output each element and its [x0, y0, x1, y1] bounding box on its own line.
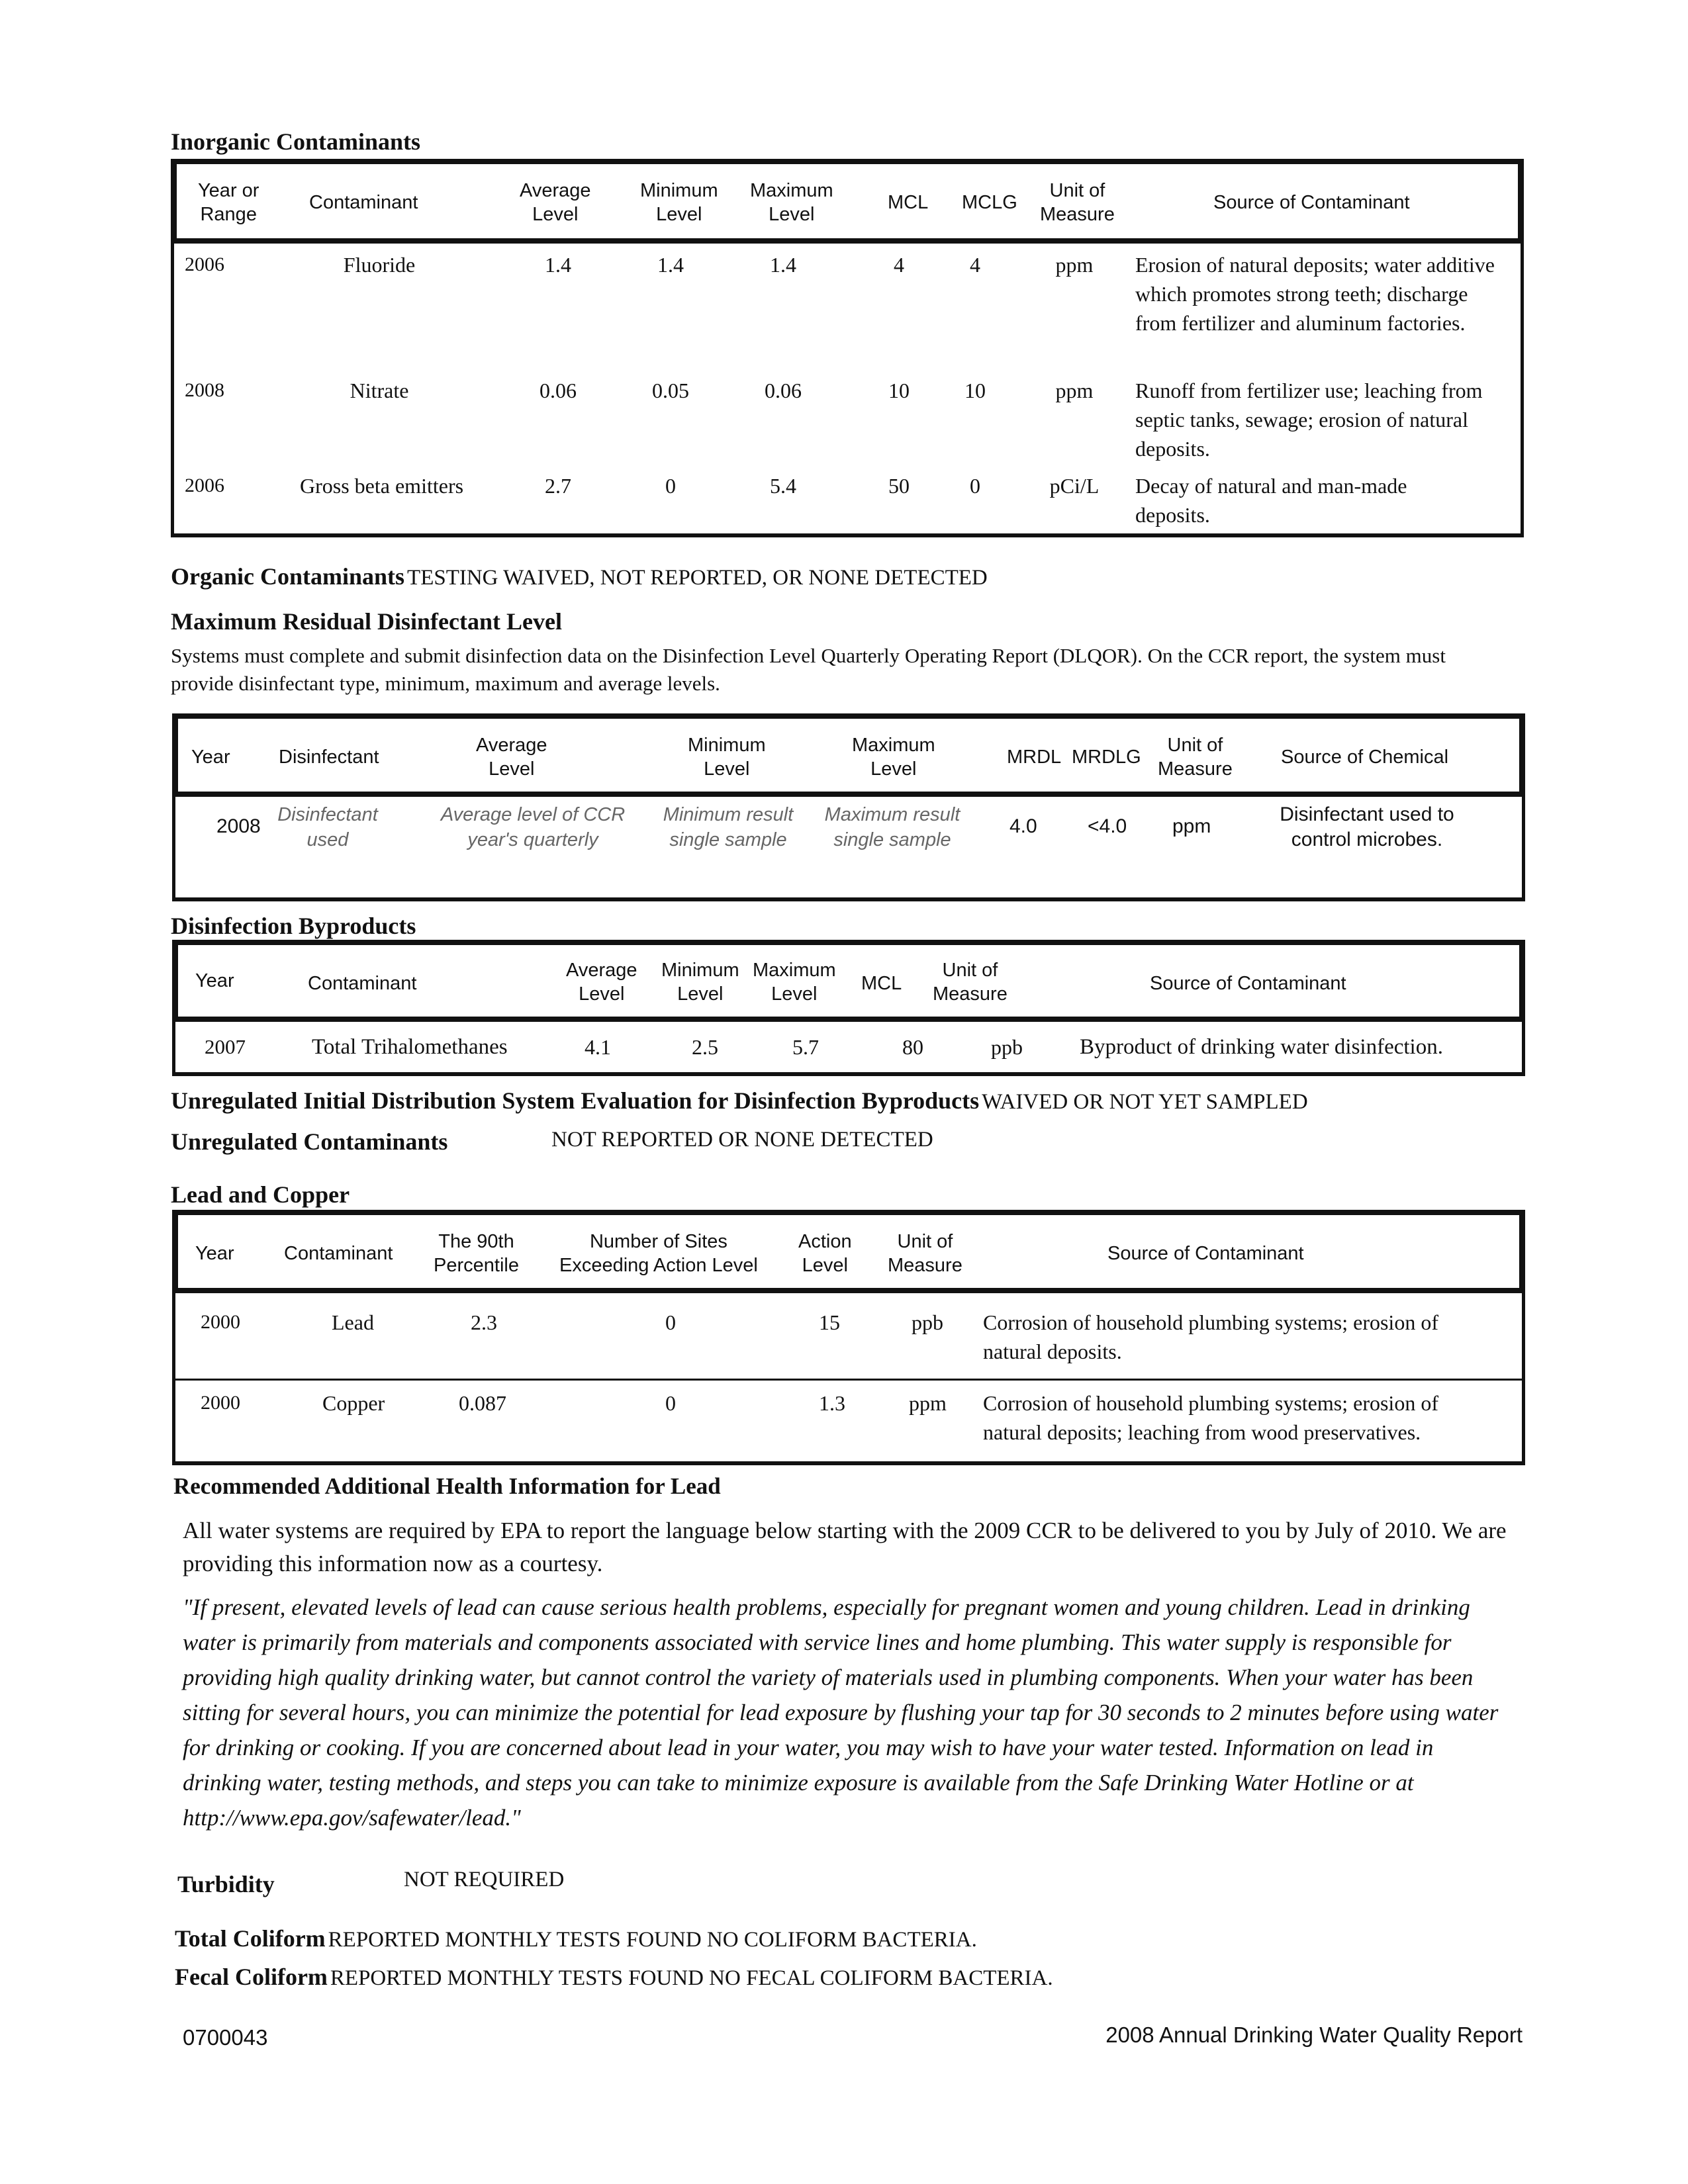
- cell-unit: ppm: [1172, 815, 1211, 837]
- cell-disinfectant: Disinfectant used: [277, 804, 378, 850]
- cell-source: Decay of natural and man-made deposits.: [1135, 474, 1407, 527]
- cell-percentile: 0.087: [459, 1391, 506, 1415]
- unregulated-title: Unregulated Contaminants: [171, 1128, 448, 1155]
- cell-year: 2000: [201, 1311, 240, 1333]
- unregulated-section: [171, 1128, 933, 1156]
- cell-maximum: 0.06: [765, 379, 802, 402]
- col-year: Year: [195, 1243, 234, 1264]
- inorganic-table-header: [171, 159, 1524, 244]
- lead-copper-table: [172, 1210, 1525, 1465]
- cell-year: 2000: [201, 1392, 240, 1414]
- byproducts-table-header: [172, 940, 1525, 1022]
- cell-average: Average level of CCR year's quarterly: [440, 804, 626, 850]
- inorganic-title: Inorganic Contaminants: [171, 128, 421, 155]
- cell-unit: ppb: [991, 1035, 1023, 1059]
- cell-year: 2008: [185, 379, 224, 401]
- cell-unit: ppb: [912, 1310, 943, 1334]
- col-year-or-range: Year or Range: [198, 180, 259, 225]
- col-contaminant: Contaminant: [308, 973, 417, 994]
- col-contaminant: Contaminant: [284, 1243, 393, 1264]
- cell-action: 1.3: [819, 1391, 845, 1415]
- lead-info-title: Recommended Additional Health Information for Lead: [173, 1473, 721, 1499]
- col-mrdlg: MRDLG: [1072, 747, 1141, 768]
- col-minimum-level: Minimum Level: [661, 960, 739, 1005]
- cell-mclg: 4: [970, 253, 980, 277]
- cell-sites: 0: [665, 1391, 676, 1415]
- cell-source: Byproduct of drinking water disinfection.: [1080, 1035, 1443, 1059]
- col-unit-of-measure: Unit of Measure: [1040, 180, 1115, 225]
- fecal-coliform-section: [175, 1963, 1053, 1991]
- cell-mclg: 0: [970, 474, 980, 498]
- cell-contaminant: Copper: [322, 1391, 385, 1415]
- cell-action: 15: [819, 1310, 840, 1334]
- fecal-coliform-status: REPORTED MONTHLY TESTS FOUND NO FECAL COLIFORM BACTERIA.: [330, 1966, 1053, 1990]
- cell-year: 2007: [205, 1035, 246, 1058]
- cell-mcl: 50: [888, 474, 910, 498]
- cell-average: 1.4: [545, 253, 571, 277]
- lead-copper-title: Lead and Copper: [171, 1181, 350, 1208]
- col-source-of-contaminant: Source of Contaminant: [1107, 1243, 1304, 1264]
- mrdl-table-header: [172, 713, 1525, 797]
- col-minimum-level: Minimum Level: [688, 735, 766, 780]
- cell-mcl: 80: [902, 1035, 923, 1059]
- inorganic-table: [171, 159, 1524, 537]
- col-unit-of-measure: Unit of Measure: [888, 1231, 962, 1276]
- cell-average: 2.7: [545, 474, 571, 498]
- col-average-level: Average Level: [520, 180, 591, 225]
- col-contaminant: Contaminant: [309, 192, 418, 213]
- cell-year: 2008: [216, 815, 261, 837]
- cell-unit: ppm: [909, 1391, 947, 1415]
- cell-unit: ppm: [1055, 253, 1094, 277]
- cell-source: Corrosion of household plumbing systems; erosion of natural deposits.: [983, 1310, 1438, 1363]
- cell-minimum: 1.4: [657, 253, 684, 277]
- cell-minimum: 0: [665, 474, 676, 498]
- cell-mclg: 10: [964, 379, 986, 402]
- col-mcl: MCL: [888, 192, 929, 213]
- total-coliform-status: REPORTED MONTHLY TESTS FOUND NO COLIFORM BACTERIA.: [328, 1928, 977, 1952]
- cell-unit: ppm: [1055, 379, 1094, 402]
- col-unit-of-measure: Unit of Measure: [1158, 735, 1233, 780]
- cell-maximum: 5.7: [792, 1035, 819, 1059]
- total-coliform-title: Total Coliform: [175, 1925, 326, 1952]
- col-minimum-level: Minimum Level: [640, 180, 718, 225]
- unregulated-ids-title: Unregulated Initial Distribution System Evaluation for Disinfection Byproducts: [171, 1087, 980, 1114]
- unregulated-ids-section: [171, 1087, 1308, 1115]
- col-unit-of-measure: Unit of Measure: [933, 960, 1008, 1005]
- mrdl-table: [172, 713, 1525, 901]
- cell-source: Corrosion of household plumbing systems; erosion of natural deposits; leaching from wood preservatives.: [983, 1391, 1438, 1444]
- organic-section: [171, 563, 988, 590]
- col-average-level: Average Level: [476, 735, 547, 780]
- col-mcl: MCL: [861, 973, 902, 994]
- row-divider: [175, 1379, 1522, 1381]
- unregulated-status: NOT REPORTED OR NONE DETECTED: [551, 1128, 933, 1152]
- lead-info-quote: "If present, elevated levels of lead can cause serious health problems, especially for pregnant women and young children. Lead in drinking water is primarily from materials and components associated with service lines and home plumbing. This water supply is responsible for providing high quality drinking water, but cannot control the variety of materials used in plumbing components. When your water has been sitting for several hours, you can minimize the potential for lead exposure by flushing your tap for 30 seconds to 2 minutes before using water for drinking or cooking. If you are concerned about lead in your water, you may wish to have your water tested. Information on lead in drinking water, testing methods, and steps you can take to minimize exposure is available from the Safe Drinking Water Hotline or at http://www.epa.gov/safewater/lead.": [183, 1594, 1499, 1831]
- cell-maximum: Maximum result single sample: [824, 804, 961, 850]
- cell-sites: 0: [665, 1310, 676, 1334]
- col-maximum-level: Maximum Level: [852, 735, 935, 780]
- cell-maximum: 1.4: [770, 253, 796, 277]
- col-action-level: Action Level: [798, 1231, 852, 1276]
- cell-contaminant: Nitrate: [350, 379, 409, 402]
- cell-mcl: 10: [888, 379, 910, 402]
- cell-mcl: 4: [894, 253, 904, 277]
- cell-contaminant: Lead: [332, 1310, 374, 1334]
- cell-mrdlg: <4.0: [1088, 815, 1127, 837]
- cell-maximum: 5.4: [770, 474, 796, 498]
- turbidity-status: NOT REQUIRED: [404, 1868, 565, 1891]
- cell-minimum: Minimum result single sample: [663, 804, 794, 850]
- mrdl-title: Maximum Residual Disinfectant Level: [171, 608, 562, 635]
- turbidity-section: [177, 1868, 565, 1898]
- lead-info-intro: All water systems are required by EPA to report the language below starting with the 2009 CCR to be delivered to you by July of 2010. We are providing this information now as a courtesy.: [183, 1518, 1507, 1576]
- col-average-level: Average Level: [566, 960, 637, 1005]
- col-source-of-contaminant: Source of Contaminant: [1213, 192, 1410, 213]
- organic-status: TESTING WAIVED, NOT REPORTED, OR NONE DETECTED: [407, 566, 988, 590]
- byproducts-title: Disinfection Byproducts: [171, 913, 416, 939]
- fecal-coliform-title: Fecal Coliform: [175, 1964, 328, 1990]
- cell-contaminant: Gross beta emitters: [300, 474, 464, 498]
- col-maximum-level: Maximum Level: [750, 180, 833, 225]
- cell-average: 4.1: [585, 1035, 611, 1059]
- col-year: Year: [195, 970, 234, 991]
- cell-mrdl: 4.0: [1009, 815, 1037, 837]
- cell-unit: pCi/L: [1049, 474, 1100, 498]
- col-mclg: MCLG: [962, 192, 1017, 213]
- cell-contaminant: Fluoride: [343, 253, 416, 277]
- footer-report-title: 2008 Annual Drinking Water Quality Report: [1105, 2023, 1523, 2047]
- lead-copper-table-header: [172, 1210, 1525, 1293]
- col-source-of-chemical: Source of Chemical: [1281, 747, 1449, 768]
- col-disinfectant: Disinfectant: [279, 747, 379, 768]
- footer-system-id: 0700043: [183, 2025, 268, 2050]
- cell-source: Disinfectant used to control microbes.: [1280, 803, 1454, 850]
- cell-percentile: 2.3: [471, 1310, 497, 1334]
- cell-minimum: 0.05: [652, 379, 689, 402]
- turbidity-title: Turbidity: [177, 1871, 275, 1897]
- col-year: Year: [191, 747, 230, 768]
- col-source-of-contaminant: Source of Contaminant: [1150, 973, 1346, 994]
- cell-year: 2006: [185, 253, 224, 275]
- cell-average: 0.06: [539, 379, 577, 402]
- cell-year: 2006: [185, 475, 224, 496]
- col-maximum-level: Maximum Level: [753, 960, 836, 1005]
- cell-minimum: 2.5: [692, 1035, 718, 1059]
- total-coliform-section: [175, 1925, 977, 1952]
- cell-source: Runoff from fertilizer use; leaching from septic tanks, sewage; erosion of natural deposits.: [1135, 379, 1483, 461]
- col-90th-percentile: The 90th Percentile: [434, 1231, 519, 1276]
- unregulated-ids-status: WAIVED OR NOT YET SAMPLED: [982, 1090, 1308, 1114]
- cell-contaminant: Total Trihalomethanes: [312, 1035, 508, 1059]
- cell-source: Erosion of natural deposits; water additive which promotes strong teeth; discharge from fertilizer and aluminum factories.: [1135, 253, 1495, 335]
- organic-title: Organic Contaminants: [171, 563, 405, 590]
- col-mrdl: MRDL: [1007, 747, 1062, 768]
- col-sites-exceeding: Number of Sites Exceeding Action Level: [559, 1231, 758, 1276]
- byproducts-table: [172, 940, 1525, 1076]
- mrdl-description: Systems must complete and submit disinfection data on the Disinfection Level Quarterly Operating Report (DLQOR). On the CCR report, the system must provide disinfectant type, minimum, maximum and average levels.: [171, 644, 1446, 695]
